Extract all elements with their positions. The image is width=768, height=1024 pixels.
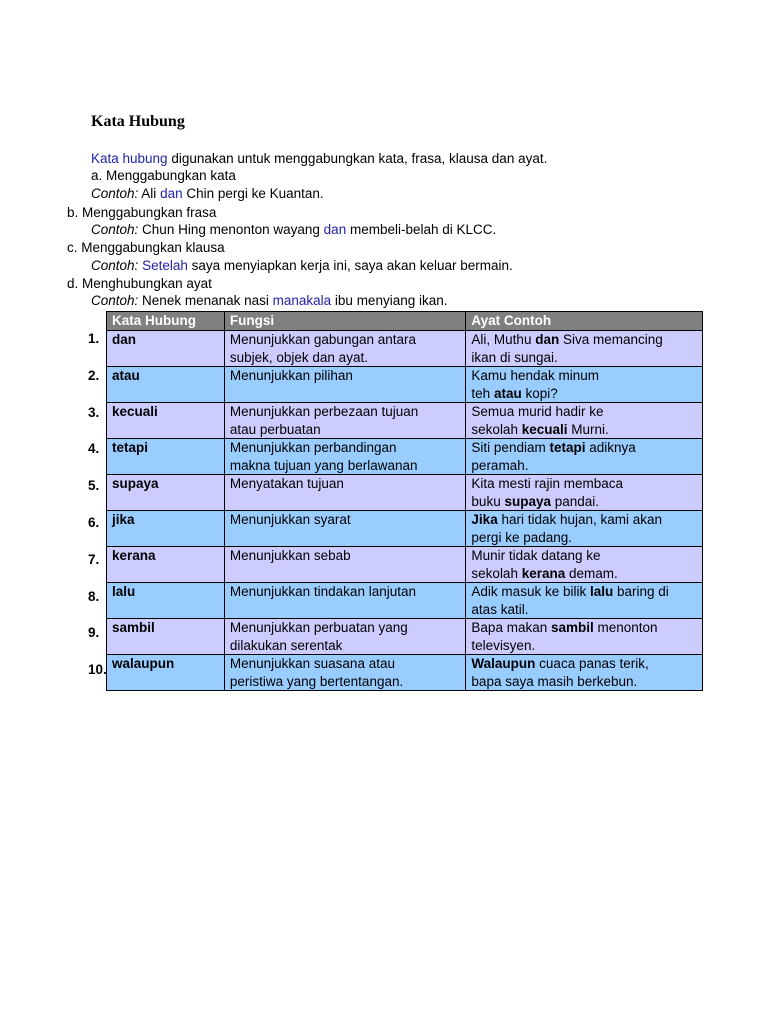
ayat-line <box>471 349 697 367</box>
fungsi-line <box>230 565 461 583</box>
ayat-keyword: lalu <box>589 584 614 599</box>
ayat-keyword: supaya <box>504 493 551 509</box>
example-text: Chin pergi ke Kuantan. <box>182 186 324 201</box>
ayat-line <box>471 367 697 385</box>
fungsi-line <box>230 385 461 403</box>
ayat-keyword: atau <box>493 385 522 401</box>
row-number: 4. <box>88 441 100 457</box>
intro-text: digunakan untuk menggabungkan kata, frasa, klausa dan ayat. <box>167 151 548 166</box>
ayat-text: demam. <box>565 565 618 581</box>
item-d-label: d. Menghubungkan ayat <box>67 276 212 291</box>
example-keyword: dan <box>323 222 347 237</box>
ayat-line <box>471 493 697 511</box>
keyword-cell: lalu <box>107 583 225 619</box>
example-text: membeli-belah di KLCC. <box>346 222 497 237</box>
keyword-cell: dan <box>107 331 225 367</box>
item-a-example <box>91 185 324 202</box>
example-prefix: Contoh: <box>91 186 139 201</box>
fungsi-line: atau perbuatan <box>229 421 321 437</box>
fungsi-cell <box>224 367 466 403</box>
ayat-line <box>471 439 697 457</box>
ayat-line <box>471 385 697 403</box>
example-prefix: Contoh: <box>91 258 139 273</box>
keyword-cell: kecuali <box>107 403 225 439</box>
ayat-text: televisyen. <box>471 637 536 653</box>
ayat-line <box>471 601 697 619</box>
ayat-text: teh <box>471 385 494 401</box>
ayat-line <box>471 637 697 655</box>
item-d-example <box>91 292 448 309</box>
fungsi-line: Menunjukkan tindakan lanjutan <box>229 584 416 599</box>
fungsi-line: subjek, objek dan ayat. <box>229 349 368 365</box>
row-number: 1. <box>88 331 100 346</box>
fungsi-cell <box>224 331 466 367</box>
fungsi-line: Menunjukkan sebab <box>229 548 351 563</box>
ayat-text: sekolah <box>471 421 522 437</box>
ayat-text: baring di <box>613 584 669 599</box>
ayat-cell <box>466 367 703 403</box>
ayat-line <box>471 583 697 601</box>
table-row <box>107 583 703 619</box>
ayat-cell <box>466 619 703 655</box>
fungsi-cell <box>224 511 466 547</box>
item-b-label: b. Menggabungkan frasa <box>67 205 217 220</box>
example-text: Chun Hing menonton wayang <box>138 222 324 237</box>
example-keyword: dan <box>160 186 183 201</box>
ayat-line <box>471 331 697 349</box>
fungsi-line <box>230 529 461 547</box>
row-number: 2. <box>88 367 100 383</box>
ayat-text: Kita mesti rajin membaca <box>471 476 623 491</box>
ayat-text: Semua murid hadir ke <box>471 404 604 419</box>
ayat-text: Siva memancing <box>559 332 663 347</box>
ayat-keyword: kecuali <box>521 421 568 437</box>
fungsi-line: Menunjukkan suasana atau <box>229 656 395 671</box>
ayat-text: hari tidak hujan, kami akan <box>497 512 663 527</box>
fungsi-cell <box>224 583 466 619</box>
row-number: 7. <box>88 551 100 567</box>
ayat-text: adiknya <box>585 440 636 455</box>
item-c-label: c. Menggabungkan klausa <box>67 240 225 255</box>
example-keyword: manakala <box>272 293 332 308</box>
ayat-text: cuaca panas terik, <box>535 656 649 671</box>
ayat-keyword: sambil <box>550 620 594 635</box>
keyword-cell: kerana <box>107 547 225 583</box>
fungsi-line: makna tujuan yang berlawanan <box>229 457 418 473</box>
ayat-keyword: Walaupun <box>471 656 536 671</box>
example-text: ibu menyiang ikan. <box>331 293 448 308</box>
example-text: Nenek menanak nasi <box>138 293 273 308</box>
ayat-cell <box>466 331 703 367</box>
conjunction-table <box>106 311 703 691</box>
ayat-line <box>471 619 697 637</box>
fungsi-line <box>230 601 461 619</box>
keyword-cell: sambil <box>107 619 225 655</box>
table-row <box>107 439 703 475</box>
example-text: saya menyiapkan kerja ini, saya akan keluar bermain. <box>187 258 513 273</box>
ayat-text: menonton <box>593 620 658 635</box>
fungsi-cell <box>224 403 466 439</box>
ayat-line <box>471 655 697 673</box>
ayat-line <box>471 421 697 439</box>
ayat-text: Adik masuk ke bilik <box>471 584 590 599</box>
row-number: 10. <box>88 662 107 678</box>
fungsi-cell <box>224 547 466 583</box>
table-header-row <box>107 312 703 331</box>
example-text: Ali <box>138 186 161 201</box>
header-kata-hubung: Kata Hubung <box>107 312 225 331</box>
ayat-text: atas katil. <box>471 601 529 617</box>
keyword-cell: supaya <box>107 475 225 511</box>
ayat-line <box>471 673 697 691</box>
row-number: 6. <box>88 515 100 530</box>
ayat-cell <box>466 511 703 547</box>
ayat-text: Murni. <box>567 421 609 437</box>
ayat-keyword: Jika <box>471 512 498 527</box>
ayat-line <box>471 547 697 565</box>
keyword-cell: tetapi <box>107 439 225 475</box>
fungsi-line: Menunjukkan pilihan <box>229 368 353 383</box>
ayat-line <box>471 457 697 475</box>
keyword-cell: jika <box>107 511 225 547</box>
fungsi-line: Menunjukkan syarat <box>229 512 351 527</box>
item-b-example <box>91 221 496 238</box>
ayat-text: Kamu hendak minum <box>471 368 599 383</box>
ayat-cell <box>466 547 703 583</box>
keyword-cell: walaupun <box>107 655 225 691</box>
table-row <box>107 475 703 511</box>
page-title: Kata Hubung <box>91 113 185 130</box>
table-row <box>107 331 703 367</box>
ayat-line <box>471 565 697 583</box>
ayat-keyword: dan <box>535 332 560 347</box>
fungsi-line: peristiwa yang bertentangan. <box>229 673 404 689</box>
ayat-text: Ali, Muthu <box>471 332 536 347</box>
ayat-text: bapa saya masih berkebun. <box>471 673 638 689</box>
ayat-keyword: tetapi <box>549 440 586 455</box>
ayat-keyword: kerana <box>521 565 566 581</box>
row-number: 9. <box>88 625 100 641</box>
ayat-text: peramah. <box>471 457 529 473</box>
table-row <box>107 403 703 439</box>
item-c-example <box>91 257 513 274</box>
fungsi-line: Menunjukkan perbuatan yang <box>229 620 408 635</box>
ayat-cell <box>466 583 703 619</box>
example-prefix: Contoh: <box>91 293 139 308</box>
row-number: 3. <box>88 404 100 420</box>
row-number: 8. <box>88 588 100 604</box>
ayat-text: Munir tidak datang ke <box>471 548 601 563</box>
keyword-cell: atau <box>107 367 225 403</box>
fungsi-line: Menunjukkan perbandingan <box>229 440 397 455</box>
ayat-text: buku <box>471 493 505 509</box>
fungsi-line: dilakukan serentak <box>229 637 343 653</box>
ayat-cell <box>466 655 703 691</box>
example-prefix: Contoh: <box>91 222 139 237</box>
table-row <box>107 619 703 655</box>
header-ayat-contoh: Ayat Contoh <box>466 312 703 331</box>
table-row <box>107 655 703 691</box>
ayat-text: pandai. <box>550 493 600 509</box>
ayat-text: kopi? <box>521 385 558 401</box>
ayat-cell <box>466 439 703 475</box>
ayat-text: ikan di sungai. <box>471 349 558 365</box>
table-row <box>107 367 703 403</box>
ayat-line <box>471 403 697 421</box>
fungsi-cell <box>224 475 466 511</box>
table-row <box>107 547 703 583</box>
fungsi-line: Menunjukkan perbezaan tujuan <box>229 404 419 419</box>
fungsi-line: Menunjukkan gabungan antara <box>229 332 417 347</box>
intro-term: Kata hubung <box>91 151 168 166</box>
ayat-text: Siti pendiam <box>471 440 550 455</box>
row-number: 5. <box>88 478 100 494</box>
fungsi-line: Menyatakan tujuan <box>229 476 344 491</box>
item-a-label: a. Menggabungkan kata <box>91 168 236 183</box>
ayat-line <box>471 511 697 529</box>
ayat-cell <box>466 403 703 439</box>
fungsi-line <box>230 493 461 511</box>
ayat-cell <box>466 475 703 511</box>
header-fungsi: Fungsi <box>224 312 466 331</box>
ayat-line <box>471 529 697 547</box>
fungsi-cell <box>224 619 466 655</box>
intro-line <box>91 150 547 167</box>
table-row <box>107 511 703 547</box>
ayat-text: Bapa makan <box>471 620 551 635</box>
fungsi-cell <box>224 439 466 475</box>
fungsi-cell <box>224 655 466 691</box>
ayat-text: pergi ke padang. <box>471 529 572 545</box>
ayat-text: sekolah <box>471 565 522 581</box>
ayat-line <box>471 475 697 493</box>
example-keyword: Setelah <box>142 258 188 273</box>
